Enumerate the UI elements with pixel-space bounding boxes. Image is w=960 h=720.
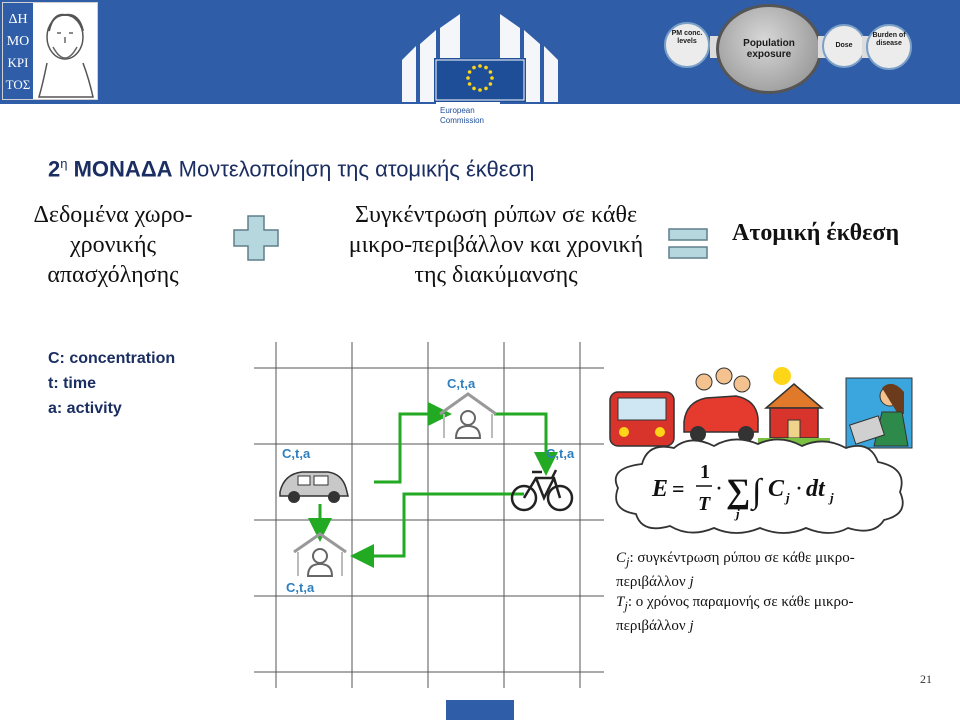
spatiotemporal-data-text bbox=[18, 200, 208, 290]
legend-time: t: time bbox=[48, 375, 96, 392]
def-t-symbol: T bbox=[616, 594, 625, 610]
formula-num: 1 bbox=[700, 461, 710, 483]
title-text: Μοντελοποίηση της ατομικής έκθεση bbox=[178, 156, 535, 182]
car-with-people-icon bbox=[684, 368, 758, 442]
car-icon bbox=[280, 472, 348, 503]
cloud-icon bbox=[608, 434, 912, 538]
flow-step-dose-label: Dose bbox=[835, 42, 853, 49]
middle-line-2: μικρο-περιβάλλον και χρονική bbox=[348, 232, 644, 258]
formula-c-sub: j bbox=[786, 490, 790, 505]
def-c-text2-sub: j bbox=[689, 574, 694, 590]
definition-c bbox=[616, 548, 936, 572]
institution-logo bbox=[2, 2, 98, 100]
pollutant-concentration-text bbox=[322, 200, 670, 290]
left-line-3: απασχόλησης bbox=[47, 262, 179, 288]
activity-grid-diagram bbox=[254, 342, 604, 688]
unit-label: ΜΟΝΑΔΑ bbox=[73, 156, 173, 182]
label-car: C,t,a bbox=[282, 446, 311, 461]
house-person-icon bbox=[294, 534, 346, 576]
greek-bust-logo-icon bbox=[3, 3, 97, 99]
logo-letters-2: ΜΟ bbox=[6, 34, 30, 49]
def-c-symbol: C bbox=[616, 550, 627, 566]
ec-label-line2: Commission bbox=[440, 116, 485, 125]
house-person-icon bbox=[440, 394, 496, 438]
ec-label-line1: European bbox=[440, 106, 475, 115]
def-t-text: : ο χρόνος παραμονής σε κάθε μικρο- bbox=[627, 594, 854, 610]
legend-concentration: C: concentration bbox=[48, 350, 176, 367]
def-t-text2-sub: j bbox=[689, 618, 694, 634]
equals-icon bbox=[668, 226, 708, 262]
plus-icon bbox=[232, 214, 280, 262]
def-t-text2: περιβάλλον bbox=[616, 618, 686, 634]
unit-superscript: η bbox=[60, 156, 68, 171]
left-line-1: Δεδομένα χωρο- bbox=[33, 202, 193, 228]
individual-exposure-text: Ατομική έκθεση bbox=[732, 220, 900, 246]
formula-e: E bbox=[652, 476, 669, 502]
formula-dt-sub: j bbox=[830, 490, 834, 505]
definition-t bbox=[616, 592, 936, 616]
def-c-text2: περιβάλλον bbox=[616, 574, 686, 590]
formula-eq: = bbox=[672, 476, 685, 501]
movement-path bbox=[320, 414, 546, 556]
unit-number: 2 bbox=[48, 156, 61, 182]
def-t-sub: j bbox=[624, 599, 628, 613]
def-c-text: : συγκέντρωση ρύπου σε κάθε μικρο- bbox=[629, 550, 855, 566]
middle-line-1: Συγκέντρωση ρύπων σε κάθε bbox=[354, 202, 638, 228]
label-bike: C,t,a bbox=[546, 446, 575, 461]
flow-step-pm-label: PM conc. levels bbox=[671, 30, 703, 45]
logo-letters-3: ΚΡΙ bbox=[7, 55, 29, 70]
formula-sum-index: j bbox=[736, 506, 740, 521]
page-title bbox=[48, 156, 534, 182]
formula-sum: ∑ bbox=[726, 473, 751, 510]
formula-dt: dt bbox=[806, 476, 825, 502]
flow-step-population-label: Population exposure bbox=[743, 38, 795, 60]
definition-c-2 bbox=[616, 572, 936, 592]
legend-activity: a: activity bbox=[48, 400, 122, 417]
logo-letters-1: ΔΗ bbox=[8, 12, 28, 27]
left-line-2: χρονικής bbox=[69, 232, 157, 258]
logo-letters-4: ΤΟΣ bbox=[5, 77, 31, 92]
definitions bbox=[616, 548, 936, 636]
footer-tab bbox=[446, 700, 514, 720]
formula-dot2: · bbox=[796, 478, 803, 498]
formula-dot: · bbox=[716, 478, 723, 498]
label-home-bottom: C,t,a bbox=[286, 580, 315, 595]
flow-step-burden-label: Burden of disease bbox=[872, 32, 906, 47]
grid-lines bbox=[254, 342, 604, 688]
middle-line-3: της διακύμανσης bbox=[414, 262, 578, 288]
slide-number: 21 bbox=[920, 672, 932, 686]
formula-c: C bbox=[768, 476, 785, 502]
legend bbox=[48, 346, 175, 421]
bicycle-icon bbox=[512, 470, 572, 510]
european-commission-label bbox=[436, 102, 500, 132]
formula-den: T bbox=[698, 493, 711, 515]
definition-t-2 bbox=[616, 616, 936, 636]
formula-integral: ∫ bbox=[752, 473, 762, 510]
label-home-top: C,t,a bbox=[447, 376, 476, 391]
def-c-sub: j bbox=[626, 555, 630, 569]
european-commission-building-flag-icon bbox=[402, 10, 558, 102]
